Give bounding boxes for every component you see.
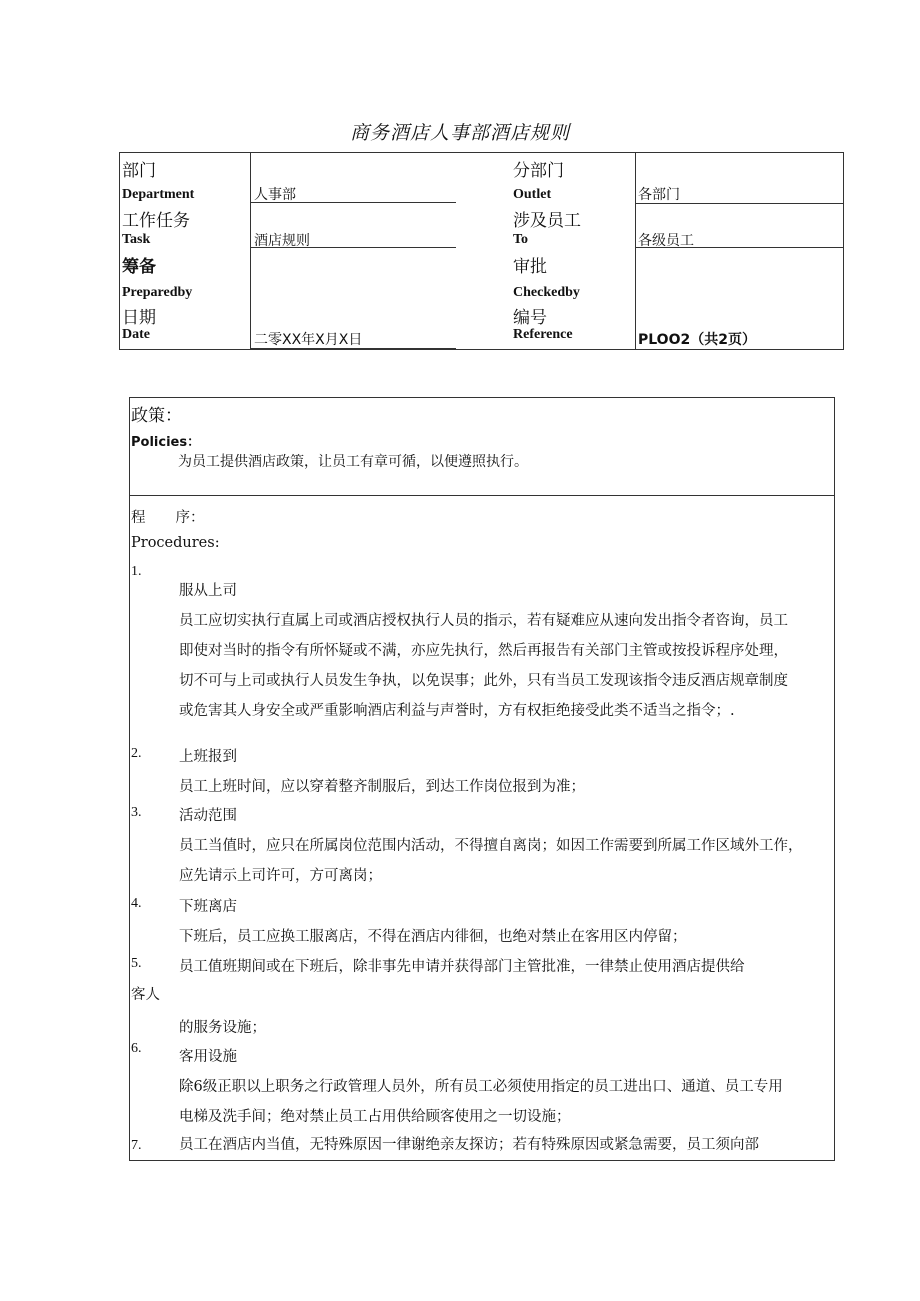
reference-label-cn: 编号 [513, 308, 547, 328]
task-value: 酒店规则 [254, 233, 310, 249]
item-line: 员工在酒店内当值，无特殊原因一律谢绝亲友探访；若有特殊原因或紧急需要，员工须向部 [179, 1137, 759, 1153]
reference-value: PLOO2（共2页） [638, 332, 756, 348]
outlet-label-cn: 分部门 [513, 161, 564, 181]
checked-label-cn: 审批 [513, 257, 547, 277]
item-number: 5. [131, 956, 142, 971]
item-line: 或危害其人身安全或严重影响酒店利益与声誉时，方有权拒绝接受此类不适当之指令；. [179, 703, 735, 719]
item-line: 即使对当时的指令有所怀疑或不满，亦应先执行，然后再报告有关部门主管或按投诉程序处理， [179, 643, 788, 659]
to-label-en: To [513, 232, 529, 247]
underline [251, 348, 456, 349]
item-line: 员工值班期间或在下班后，除非事先申请并获得部门主管批准，一律禁止使用酒店提供给 [179, 959, 745, 975]
prepared-label-en: Preparedby [122, 285, 193, 300]
item-line: 的服务设施； [179, 1020, 266, 1036]
item-line: 客人 [131, 987, 160, 1003]
to-label-cn: 涉及员工 [513, 211, 581, 231]
department-label-cn: 部门 [122, 161, 156, 181]
underline [251, 202, 456, 203]
procedures-heading-part: 程 [131, 510, 146, 526]
task-label-cn: 工作任务 [122, 211, 190, 231]
department-value: 人事部 [254, 187, 296, 203]
item-title: 活动范围 [179, 808, 237, 824]
date-label-cn: 日期 [122, 308, 156, 328]
table-divider [635, 203, 843, 204]
to-value: 各级员工 [638, 233, 694, 249]
item-line: 员工当值时，应只在所属岗位范围内活动，不得擅自离岗；如因工作需要到所属工作区域外工作， [179, 838, 803, 854]
item-title: 下班离店 [179, 899, 237, 915]
section-divider [130, 495, 834, 496]
document-title: 商务酒店人事部酒店规则 [349, 122, 570, 144]
underline [251, 247, 456, 248]
outlet-value: 各部门 [638, 187, 680, 203]
procedures-heading-cn [131, 509, 205, 527]
item-number: 3. [131, 805, 142, 820]
procedures-heading-en: Procedures: [131, 535, 220, 551]
item-title: 客用设施 [179, 1049, 237, 1065]
outlet-label-en: Outlet [513, 187, 552, 202]
item-title: 服从上司 [179, 583, 237, 599]
item-line: 员工上班时间，应以穿着整齐制服后，到达工作岗位报到为准； [179, 779, 585, 795]
policies-text: 为员工提供酒店政策，让员工有章可循，以便遵照执行。 [178, 454, 528, 470]
item-number: 2. [131, 746, 142, 761]
item-line: 电梯及洗手间；绝对禁止员工占用供给顾客使用之一切设施； [179, 1109, 571, 1125]
item-line: 员工应切实执行直属上司或酒店授权执行人员的指示，若有疑难应从速向发出指令者咨询，员工 [179, 613, 788, 629]
item-number: 6. [131, 1041, 142, 1056]
item-line: 下班后，员工应换工服离店，不得在酒店内徘徊，也绝对禁止在客用区内停留； [179, 929, 687, 945]
table-divider [250, 153, 251, 349]
table-divider [635, 153, 636, 349]
item-line: 切不可与上司或执行人员发生争执，以免误事；此外，只有当员工发现该指令违反酒店规章制度 [179, 673, 788, 689]
item-title: 上班报到 [179, 749, 237, 765]
policies-heading-en: Policies： [131, 435, 201, 450]
item-line: 除6级正职以上职务之行政管理人员外，所有员工必须使用指定的员工进出口、通道、员工专用 [179, 1079, 783, 1095]
item-number: 7. [131, 1138, 142, 1153]
prepared-label-cn: 筹备 [122, 257, 156, 277]
item-number: 1. [131, 564, 142, 579]
item-number: 4. [131, 896, 142, 911]
reference-label-en: Reference [513, 327, 573, 342]
item-line: 应先请示上司许可，方可离岗； [179, 868, 382, 884]
date-value: 二零XX年X月X日 [254, 332, 363, 348]
policies-heading-cn: 政策： [131, 406, 182, 426]
procedures-heading-part: 序： [175, 510, 205, 526]
policies-procedures-box [129, 397, 835, 1161]
date-label-en: Date [122, 327, 150, 342]
checked-label-en: Checkedby [513, 285, 580, 300]
department-label-en: Department [122, 187, 195, 202]
task-label-en: Task [122, 232, 151, 247]
header-table [119, 152, 844, 350]
